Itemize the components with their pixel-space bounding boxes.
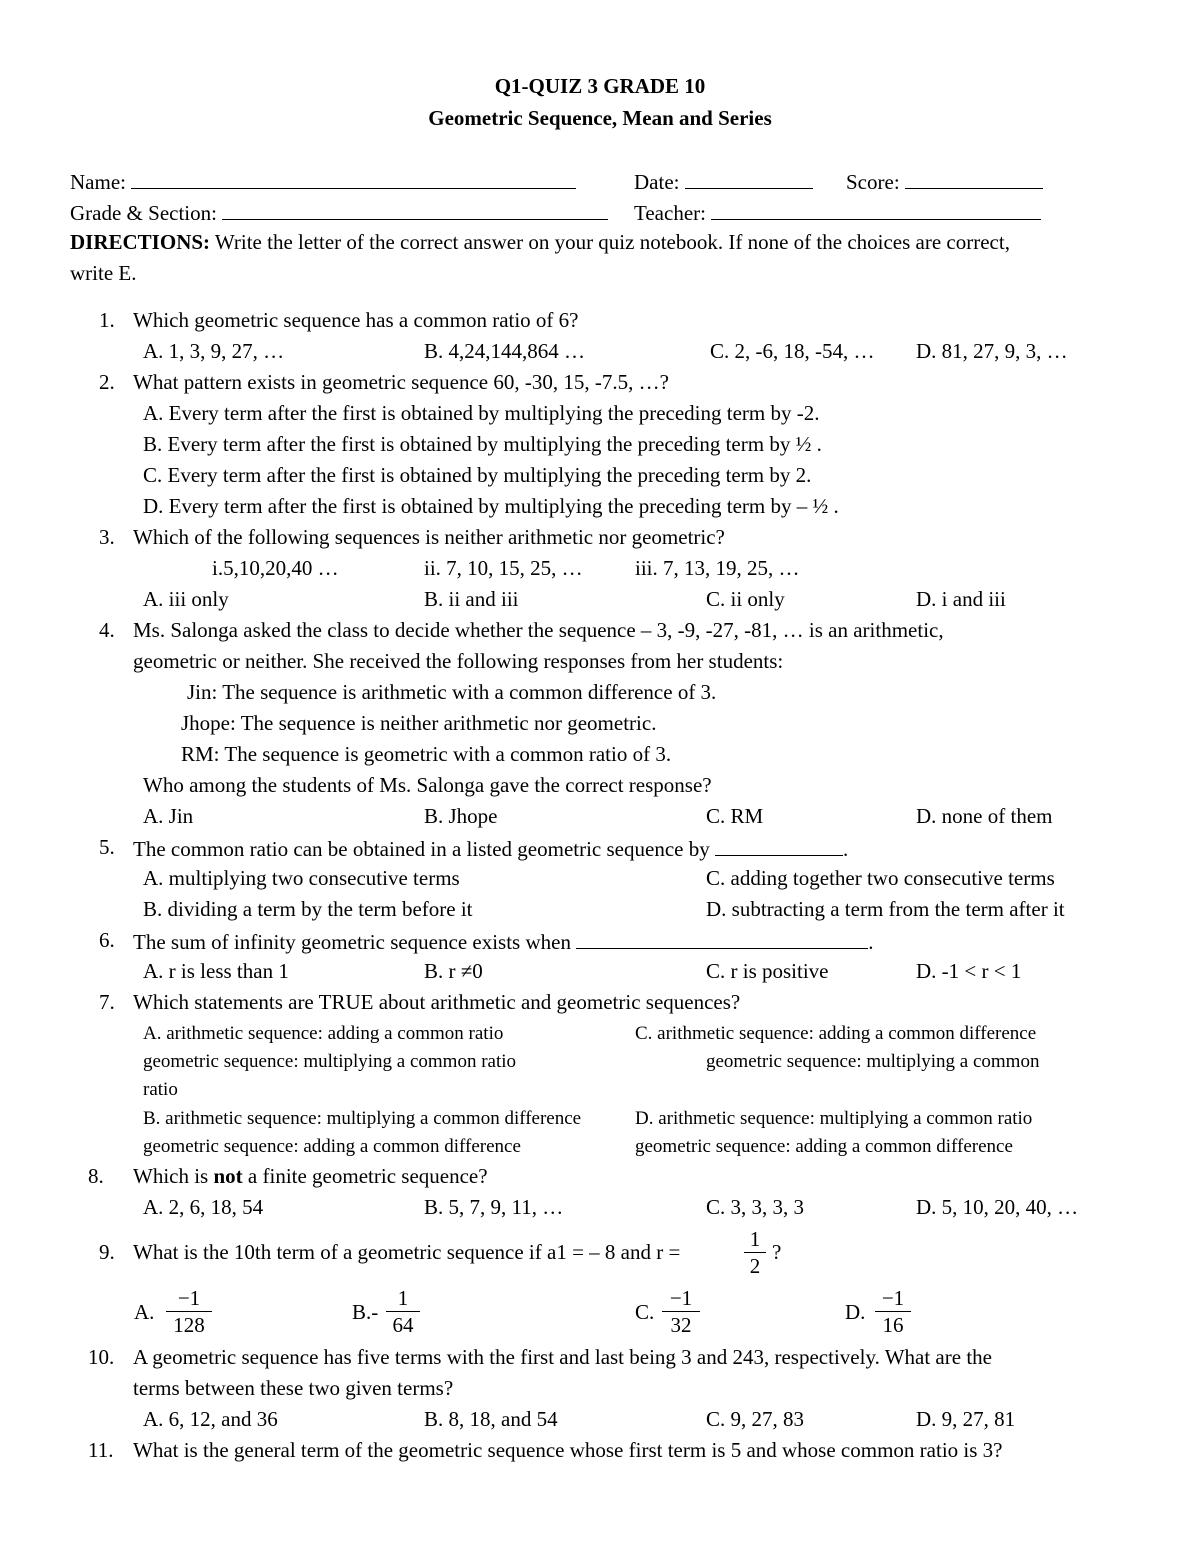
directions	[70, 232, 1010, 253]
q9-choice-c-numerator: −1	[662, 1288, 700, 1312]
q9-stem: What is the 10th term of a geometric sequence if a1 = – 8 and r =	[133, 1240, 681, 1264]
q8-number: 8.	[88, 1164, 104, 1188]
q6-stem	[133, 930, 873, 953]
teacher-blank	[711, 201, 1041, 220]
q8-choice-b: B. 5, 7, 9, 11, …	[424, 1195, 564, 1219]
q5-stem	[133, 837, 848, 860]
q2-number: 2.	[99, 370, 115, 394]
q7-choice-b-line2: geometric sequence: adding a common difference	[143, 1136, 521, 1157]
q3-item-i: i.5,10,20,40 …	[212, 556, 339, 580]
q4-response-jhope: Jhope: The sequence is neither arithmetic nor geometric.	[181, 711, 657, 735]
q8-choice-a: A. 2, 6, 18, 54	[143, 1195, 264, 1219]
q5-choice-c: C. adding together two consecutive terms	[706, 866, 1055, 890]
q1-choice-b: B. 4,24,144,864 …	[424, 339, 586, 363]
q1-stem: Which geometric sequence has a common ratio of 6?	[133, 308, 579, 332]
q9-choice-b-fraction	[386, 1288, 420, 1336]
name-label: Name:	[70, 170, 126, 194]
q9-choice-a-numerator: −1	[166, 1288, 212, 1312]
q6-choice-d: D. -1 < r < 1	[916, 959, 1022, 983]
q7-choice-d-line1: D. arithmetic sequence: multiplying a common ratio	[635, 1108, 1033, 1129]
q5-blank	[715, 837, 843, 856]
q2-choice-a: A. Every term after the first is obtained by multiplying the preceding term by -2.	[143, 401, 820, 425]
q8-choice-c: C. 3, 3, 3, 3	[706, 1195, 805, 1219]
q5-choice-b: B. dividing a term by the term before it	[143, 897, 473, 921]
q10-choice-a: A. 6, 12, and 36	[143, 1407, 278, 1431]
q4-choice-d: D. none of them	[916, 804, 1053, 828]
q2-choice-d: D. Every term after the first is obtained by multiplying the preceding term by – ½ .	[143, 494, 839, 518]
q9-choice-d-label: D.	[845, 1300, 866, 1324]
q6-stem-end: .	[868, 930, 874, 954]
q8-stem	[133, 1166, 488, 1187]
q9-choice-d-fraction	[875, 1288, 911, 1336]
q3-number: 3.	[99, 525, 115, 549]
q4-ask: Who among the students of Ms. Salonga gave the correct response?	[143, 773, 712, 797]
q9-choice-a-fraction	[166, 1288, 212, 1336]
score-field	[846, 170, 1043, 193]
quiz-subtitle: Geometric Sequence, Mean and Series	[428, 106, 772, 130]
name-blank	[131, 170, 576, 189]
q10-stem-1: A geometric sequence has five terms with the first and last being 3 and 243, respectively. What are the	[133, 1345, 992, 1369]
q9-choice-c-label: C.	[635, 1300, 655, 1324]
q9-r-numerator: 1	[744, 1229, 766, 1253]
q9-choice-b-denominator: 64	[392, 1313, 414, 1337]
q7-choice-c-line1: C. arithmetic sequence: adding a common difference	[635, 1023, 1037, 1044]
q3-choice-a: A. iii only	[143, 587, 229, 611]
q1-choice-d: D. 81, 27, 9, 3, …	[916, 339, 1068, 363]
q5-choice-d: D. subtracting a term from the term after it	[706, 897, 1065, 921]
q7-choice-a-line1: A. arithmetic sequence: adding a common ratio	[143, 1023, 504, 1044]
q9-choice-c-fraction	[662, 1288, 700, 1336]
q6-blank	[576, 930, 868, 949]
q10-choice-d: D. 9, 27, 81	[916, 1407, 1016, 1431]
q9-choice-b-label: B.-	[352, 1300, 379, 1324]
q3-choice-d: D. i and iii	[916, 587, 1006, 611]
q2-stem: What pattern exists in geometric sequence 60, -30, 15, -7.5, …?	[133, 370, 669, 394]
q9-choice-a-denominator: 128	[173, 1313, 205, 1337]
q9-number: 9.	[99, 1240, 115, 1264]
q7-choice-d-line2: geometric sequence: adding a common difference	[635, 1136, 1013, 1157]
q10-choice-c: C. 9, 27, 83	[706, 1407, 805, 1431]
q3-choice-c: C. ii only	[706, 587, 785, 611]
q5-choice-a: A. multiplying two consecutive terms	[143, 866, 460, 890]
grade-section-label: Grade & Section:	[70, 201, 217, 225]
directions-text-2: write E.	[70, 261, 137, 285]
q4-stem-1: Ms. Salonga asked the class to decide whether the sequence – 3, -9, -27, -81, … is an arithmetic,	[133, 618, 944, 642]
name-field	[70, 170, 576, 193]
q3-item-iii: iii. 7, 13, 19, 25, …	[635, 556, 800, 580]
q9-r-fraction	[744, 1229, 766, 1277]
q4-choice-b: B. Jhope	[424, 804, 498, 828]
q1-choice-a: A. 1, 3, 9, 27, …	[143, 339, 285, 363]
q8-stem-bold: not	[213, 1164, 243, 1188]
q9-choice-c-denominator: 32	[670, 1313, 692, 1337]
q4-stem-2: geometric or neither. She received the following responses from her students:	[133, 649, 784, 673]
q8-stem-post: a finite geometric sequence?	[247, 1164, 488, 1188]
q11-stem: What is the general term of the geometric sequence whose first term is 5 and whose common ratio is 3?	[133, 1438, 1003, 1462]
q3-stem: Which of the following sequences is neither arithmetic nor geometric?	[133, 525, 725, 549]
score-blank	[905, 170, 1043, 189]
q4-number: 4.	[99, 618, 115, 642]
q6-choice-a: A. r is less than 1	[143, 959, 289, 983]
quiz-title: Q1-QUIZ 3 GRADE 10	[494, 74, 706, 98]
teacher-field	[634, 201, 1041, 224]
date-field	[634, 170, 813, 193]
q10-number: 10.	[88, 1345, 115, 1369]
q1-number: 1.	[99, 308, 115, 332]
q6-choice-b: B. r ≠0	[424, 959, 483, 983]
q8-choice-d: D. 5, 10, 20, 40, …	[916, 1195, 1079, 1219]
score-label: Score:	[846, 170, 900, 194]
q5-number: 5.	[99, 835, 115, 859]
q3-choice-b: B. ii and iii	[424, 587, 519, 611]
q9-choice-a-label: A.	[134, 1300, 155, 1324]
q7-stem: Which statements are TRUE about arithmetic and geometric sequences?	[133, 990, 741, 1014]
directions-text-1: Write the letter of the correct answer on your quiz notebook. If none of the choices are correct,	[214, 230, 1010, 254]
q6-stem-text: The sum of infinity geometric sequence exists when	[133, 930, 571, 954]
grade-section-field	[70, 201, 608, 224]
q9-choice-b-numerator: 1	[386, 1288, 420, 1312]
q5-stem-text: The common ratio can be obtained in a listed geometric sequence by	[133, 837, 710, 861]
teacher-label: Teacher:	[634, 201, 706, 225]
q2-choice-b: B. Every term after the first is obtained by multiplying the preceding term by ½ .	[143, 432, 822, 456]
q7-number: 7.	[99, 990, 115, 1014]
q2-choice-c: C. Every term after the first is obtained by multiplying the preceding term by 2.	[143, 463, 812, 487]
q7-choice-a-line2: geometric sequence: multiplying a common ratio	[143, 1051, 517, 1072]
q11-number: 11.	[88, 1438, 114, 1462]
q9-choice-d-denominator: 16	[882, 1313, 904, 1337]
q9-question-mark: ?	[772, 1240, 782, 1264]
date-blank	[685, 170, 813, 189]
q3-item-ii: ii. 7, 10, 15, 25, …	[424, 556, 583, 580]
q7-choice-a-line3: ratio	[143, 1079, 178, 1100]
q7-choice-b-line1: B. arithmetic sequence: multiplying a common difference	[143, 1108, 582, 1129]
q1-choice-c: C. 2, -6, 18, -54, …	[710, 339, 875, 363]
q7-choice-c-line2: geometric sequence: multiplying a common	[706, 1051, 1040, 1072]
grade-section-blank	[222, 201, 608, 220]
q6-number: 6.	[99, 928, 115, 952]
q5-stem-end: .	[842, 837, 849, 861]
q4-choice-c: C. RM	[706, 804, 764, 828]
q4-choice-a: A. Jin	[143, 804, 194, 828]
q4-response-jin: Jin: The sequence is arithmetic with a common difference of 3.	[187, 680, 717, 704]
q6-choice-c: C. r is positive	[706, 959, 829, 983]
date-label: Date:	[634, 170, 680, 194]
q9-r-denominator: 2	[749, 1254, 761, 1278]
q9-choice-d-numerator: −1	[875, 1288, 911, 1312]
q4-response-rm: RM: The sequence is geometric with a common ratio of 3.	[181, 742, 672, 766]
q10-choice-b: B. 8, 18, and 54	[424, 1407, 558, 1431]
directions-label: DIRECTIONS:	[70, 230, 211, 254]
q8-stem-pre: Which is	[133, 1164, 209, 1188]
q10-stem-2: terms between these two given terms?	[133, 1376, 454, 1400]
